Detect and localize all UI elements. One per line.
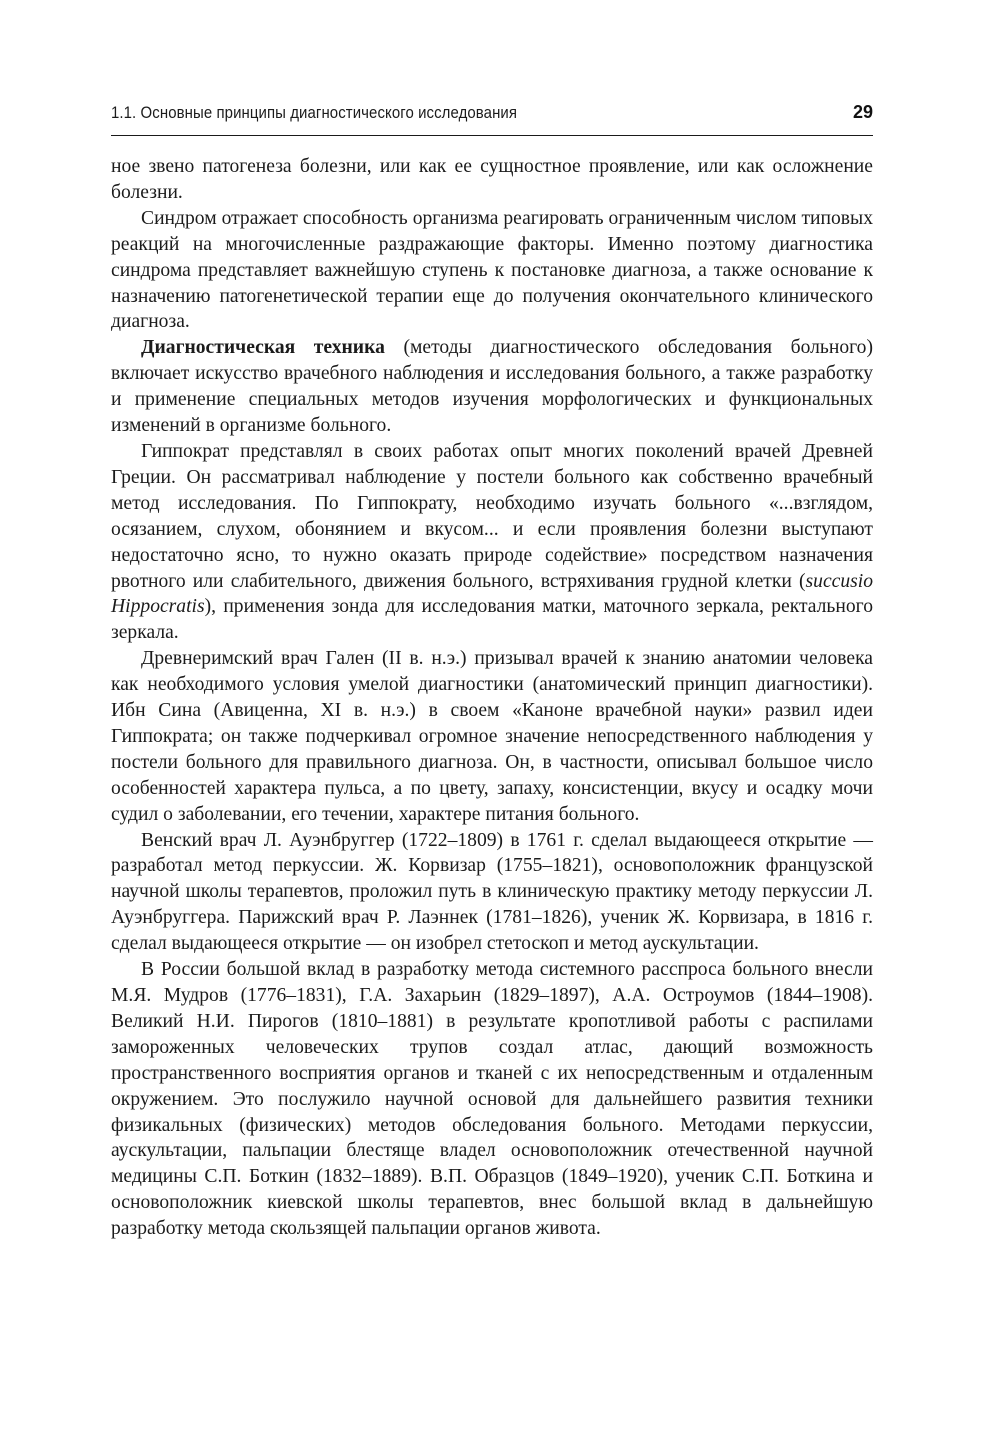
paragraph-continuation: ное звено патогенеза болезни, или как ее сущностное проявление, или как осложнение болезни. [111, 156, 873, 203]
paragraph-russia: В России большой вклад в разработку метода системного расспроса больного внесли М.Я. Мудров (1776–1831), Г.А. Захарьин (1829–1897), А.А. Остроумов (1844–1908). Великий Н.И. Пирогов (1810–1881) в результате кропотливой работы с распилами замороженных человеческих трупов создал атлас, дающий возможность пространственного восприятия органов и тканей с их непосредственным и отдаленным окружением. Это послужило научной основой для дальнейшего развития техники физикальных (физических) методов обследования больного. Методами перкуссии, аускультации, пальпации блестяще владел основоположник отечественной научной медицины С.П. Боткин (1832–1889). В.П. Образцов (1849–1920), ученик С.П. Боткина и основоположник киевской школы терапевтов, внес большой вклад в дальнейшую разработку метода скользящей пальпации органов живота. [111, 959, 873, 1240]
body-text [111, 154, 873, 1242]
paragraph-galen-avicenna: Древнеримский врач Гален (II в. н.э.) призывал врачей к знанию анатомии человека как необходимого условия умелой диагностики (анатомический принцип диагностики). Ибн Сина (Авиценна, XI в. н.э.) в своем «Каноне врачебной науки» развил идеи Гиппократа; он также подчеркивал огромное значение непосредственного наблюдения у постели больного для правильного диагноза. Он, в частности, описывал большое число особенностей характера пульса, а по цвету, запаху, консистенции, вкусу и осадку мочи судил о заболевании, его течении, характере питания больного. [111, 648, 873, 825]
paragraph-text: Гиппократ представлял в своих работах опыт многих поколений врачей Древней Греции. Он рассматривал наблюдение у постели больного как собственно врачебный метод исследования. По Гиппократу, необходимо изучать больного «...взглядом, осязанием, слухом, обонянием и вкусом... и если проявления болезни выступают недостаточно ясно, то нужно оказать природе содействие» посредством назначения рвотного или слабительного, движения больного, встряхивания грудной клетки ( [111, 440, 873, 592]
paragraph-hippocrates [111, 439, 873, 646]
paragraph-syndrome: Синдром отражает способность организма реагировать ограниченным числом типовых реакций на многочисленные раздражающие факторы. Именно поэтому диагностика синдрома представляет важнейшую ступень к постановке диагноза, а также основание к назначению патогенетической терапии еще до получения окончательного клинического диагноза. [111, 207, 873, 333]
paragraph-text: (методы диагностического обследования больного) включает искусство врачебного наблюдения и исследования больного, а также разработку и применение специальных методов изучения морфологических и функциональных изменений в организме больного. [111, 337, 873, 437]
paragraph-text: ), применения зонда для исследования матки, маточного зеркала, ректального зеркала. [111, 596, 873, 644]
section-title: 1.1. Основные принципы диагностического исследования [111, 103, 518, 122]
latin-term: succusio Hippocratis [111, 570, 873, 618]
page-number: 29 [852, 102, 873, 122]
paragraph-percussion-auscultation: Венский врач Л. Ауэнбруггер (1722–1809) в 1761 г. сделал выдающееся открытие — разработал метод перкуссии. Ж. Корвизар (1755–1821), основоположник французской научной школы терапевтов, проложил путь в клиническую практику методу перкуссии Л. Ауэнбруггера. Парижский врач Р. Лаэннек (1781–1826), ученик Ж. Корвизара, в 1816 г. сделал выдающееся открытие — он изобрел стетоскоп и метод аускультации. [111, 829, 873, 955]
paragraph-diagnostic-technique [111, 335, 873, 439]
term-diagnostic-technique: Диагностическая техника [141, 337, 385, 359]
running-header [111, 101, 873, 136]
